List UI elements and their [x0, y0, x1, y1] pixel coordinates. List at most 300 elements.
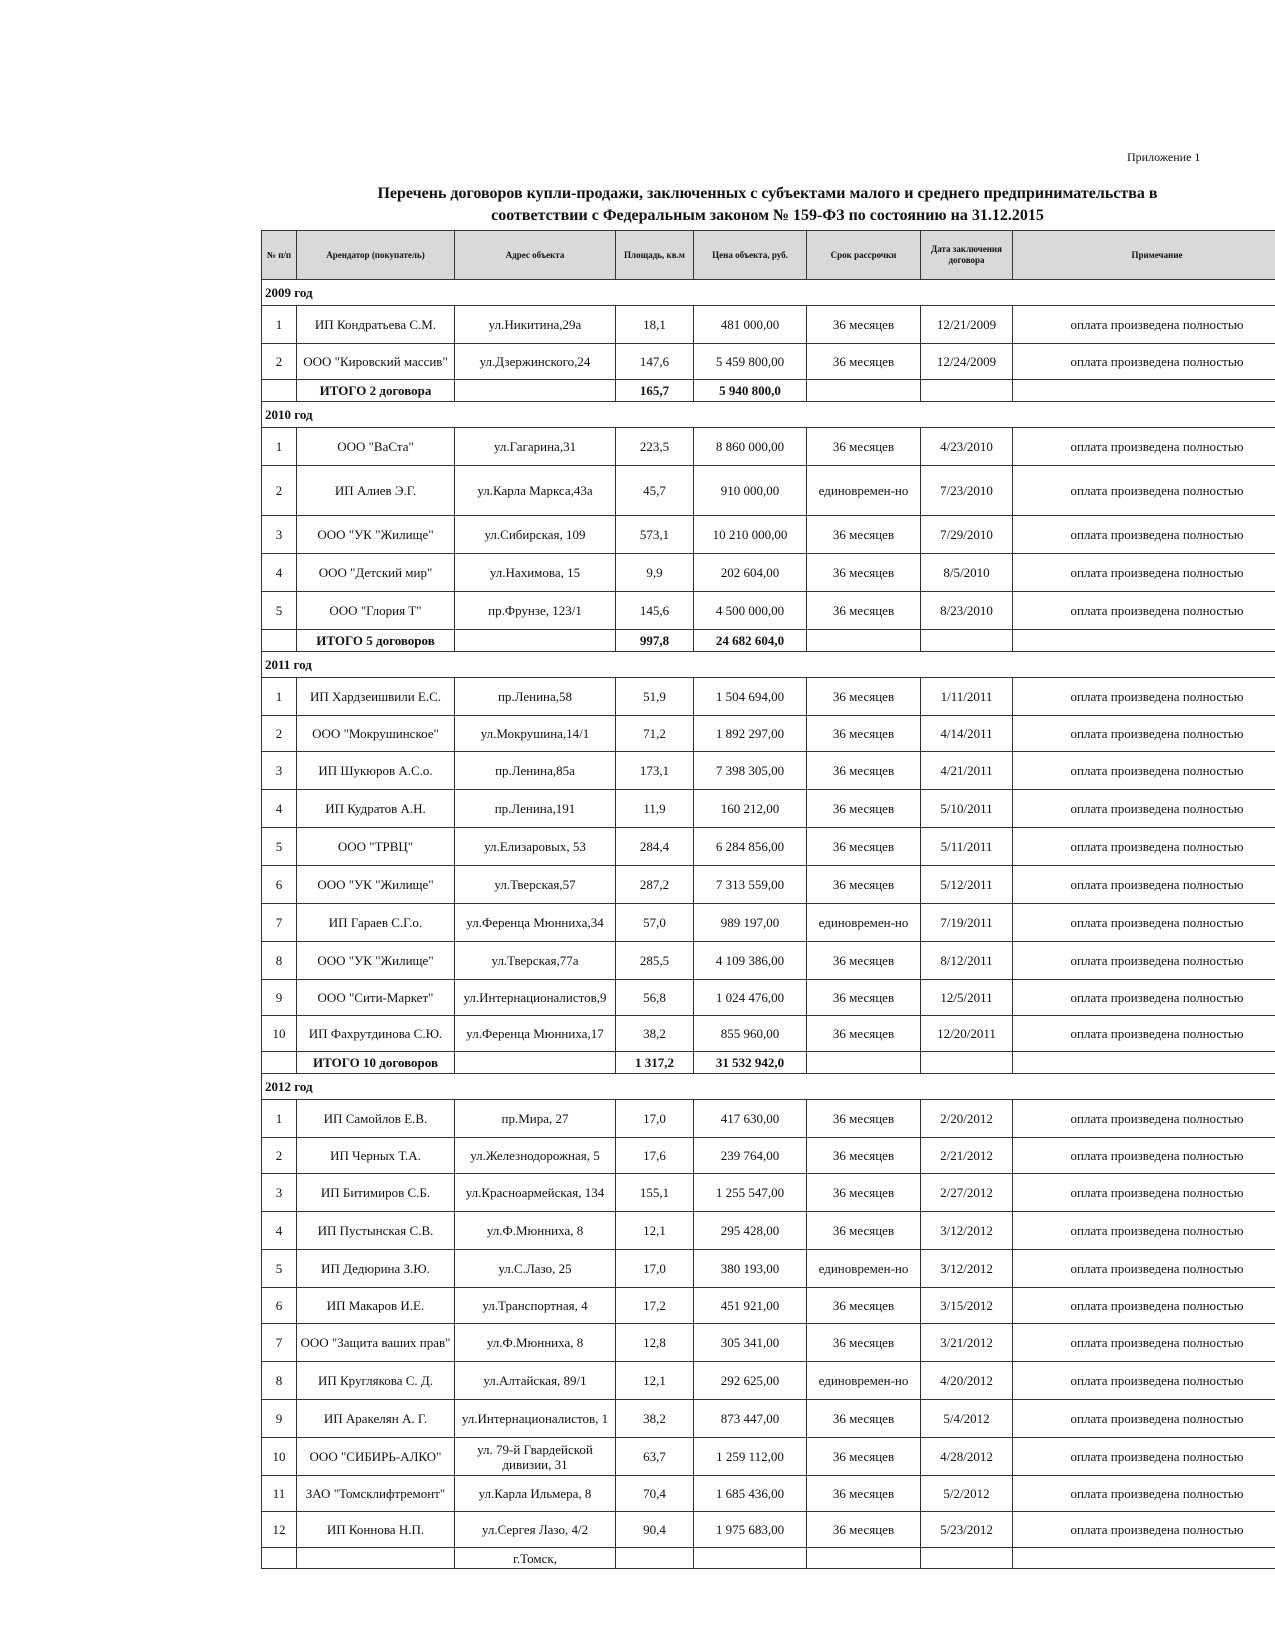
total-label: ИТОГО 5 договоров: [297, 630, 455, 652]
note: оплата произведена полностью: [1013, 752, 1275, 790]
contract-date: 1/11/2011: [921, 678, 1013, 716]
table-row: [262, 516, 1275, 554]
contract-date: 7/23/2010: [921, 466, 1013, 516]
tenant-name: ИП Фахрутдинова С.Ю.: [297, 1016, 455, 1052]
installment-term: 36 месяцев: [807, 678, 921, 716]
table-row: [262, 904, 1275, 942]
tenant-name: [297, 1548, 455, 1569]
year-section-row: [262, 402, 1275, 428]
total-row: [262, 630, 1275, 652]
tenant-name: ИП Шукюров А.С.о.: [297, 752, 455, 790]
area-sqm: 56,8: [616, 980, 694, 1016]
area-sqm: 17,0: [616, 1100, 694, 1138]
tenant-name: ИП Пустынская С.В.: [297, 1212, 455, 1250]
note: оплата произведена полностью: [1013, 942, 1275, 980]
row-number: 9: [262, 1400, 297, 1438]
installment-term: 36 месяцев: [807, 1512, 921, 1548]
contract-date: 12/20/2011: [921, 1016, 1013, 1052]
header-number: № п/п: [262, 231, 297, 280]
row-number: [262, 1548, 297, 1569]
installment-term: 36 месяцев: [807, 716, 921, 752]
object-price: 8 860 000,00: [694, 428, 807, 466]
object-price: 292 625,00: [694, 1362, 807, 1400]
note: оплата произведена полностью: [1013, 1512, 1275, 1548]
tenant-name: ИП Дедюрина З.Ю.: [297, 1250, 455, 1288]
tenant-name: ИП Аракелян А. Г.: [297, 1400, 455, 1438]
total-label: ИТОГО 2 договора: [297, 380, 455, 402]
note: оплата произведена полностью: [1013, 516, 1275, 554]
table-row: [262, 554, 1275, 592]
contract-date: 2/27/2012: [921, 1174, 1013, 1212]
note: оплата произведена полностью: [1013, 1438, 1275, 1476]
total-blank: [262, 630, 297, 652]
area-sqm: 38,2: [616, 1400, 694, 1438]
row-number: 3: [262, 516, 297, 554]
tenant-name: ООО "Защита ваших прав": [297, 1324, 455, 1362]
area-sqm: 147,6: [616, 344, 694, 380]
total-area: 1 317,2: [616, 1052, 694, 1074]
note: оплата произведена полностью: [1013, 1362, 1275, 1400]
title-line-2: соответствии с Федеральным законом № 159-ФЗ по состоянию на 31.12.2015: [491, 207, 1044, 224]
row-number: 11: [262, 1476, 297, 1512]
installment-term: 36 месяцев: [807, 1174, 921, 1212]
contract-date: 7/19/2011: [921, 904, 1013, 942]
note: оплата произведена полностью: [1013, 592, 1275, 630]
contract-date: 8/12/2011: [921, 942, 1013, 980]
row-number: 1: [262, 678, 297, 716]
object-price: 202 604,00: [694, 554, 807, 592]
note: оплата произведена полностью: [1013, 1174, 1275, 1212]
row-number: 12: [262, 1512, 297, 1548]
total-price: 24 682 604,0: [694, 630, 807, 652]
table-row: [262, 828, 1275, 866]
row-number: 1: [262, 428, 297, 466]
object-price: 7 398 305,00: [694, 752, 807, 790]
object-price: 481 000,00: [694, 306, 807, 344]
note: оплата произведена полностью: [1013, 1138, 1275, 1174]
contract-date: 5/12/2011: [921, 866, 1013, 904]
installment-term: 36 месяцев: [807, 752, 921, 790]
object-address: ул.Интернационалистов, 1: [455, 1400, 616, 1438]
tenant-name: ООО "Глория Т": [297, 592, 455, 630]
table-row: [262, 942, 1275, 980]
note: оплата произведена полностью: [1013, 428, 1275, 466]
contract-date: 8/5/2010: [921, 554, 1013, 592]
area-sqm: 12,8: [616, 1324, 694, 1362]
note: оплата произведена полностью: [1013, 1400, 1275, 1438]
area-sqm: 155,1: [616, 1174, 694, 1212]
object-price: 1 975 683,00: [694, 1512, 807, 1548]
object-price: 1 892 297,00: [694, 716, 807, 752]
object-address: ул.Алтайская, 89/1: [455, 1362, 616, 1400]
installment-term: 36 месяцев: [807, 1476, 921, 1512]
object-price: [694, 1548, 807, 1569]
note: оплата произведена полностью: [1013, 828, 1275, 866]
installment-term: 36 месяцев: [807, 344, 921, 380]
tenant-name: ООО "СИБИРЬ-АЛКО": [297, 1438, 455, 1476]
area-sqm: 70,4: [616, 1476, 694, 1512]
object-price: 7 313 559,00: [694, 866, 807, 904]
tenant-name: ООО "УК "Жилище": [297, 942, 455, 980]
object-price: 160 212,00: [694, 790, 807, 828]
table-row: [262, 1400, 1275, 1438]
installment-term: 36 месяцев: [807, 592, 921, 630]
installment-term: 36 месяцев: [807, 980, 921, 1016]
area-sqm: 57,0: [616, 904, 694, 942]
tenant-name: ИП Хардзеишвили Е.С.: [297, 678, 455, 716]
area-sqm: 17,6: [616, 1138, 694, 1174]
object-address: ул.Карла Маркса,43а: [455, 466, 616, 516]
total-blank: [455, 380, 616, 402]
object-price: 989 197,00: [694, 904, 807, 942]
contract-date: 4/28/2012: [921, 1438, 1013, 1476]
object-price: 295 428,00: [694, 1212, 807, 1250]
header-tenant: Арендатор (покупатель): [297, 231, 455, 280]
contract-date: 3/12/2012: [921, 1250, 1013, 1288]
table-row: [262, 1548, 1275, 1569]
object-address: ул.Сибирская, 109: [455, 516, 616, 554]
contract-date: 3/12/2012: [921, 1212, 1013, 1250]
installment-term: 36 месяцев: [807, 1138, 921, 1174]
object-address: ул.Елизаровых, 53: [455, 828, 616, 866]
object-address: пр.Мира, 27: [455, 1100, 616, 1138]
object-address: ул.Нахимова, 15: [455, 554, 616, 592]
installment-term: 36 месяцев: [807, 1288, 921, 1324]
object-address: ул.Ф.Мюнниха, 8: [455, 1324, 616, 1362]
total-blank: [1013, 380, 1275, 402]
area-sqm: 11,9: [616, 790, 694, 828]
area-sqm: [616, 1548, 694, 1569]
installment-term: [807, 1548, 921, 1569]
object-price: 5 459 800,00: [694, 344, 807, 380]
table-row: [262, 1476, 1275, 1512]
tenant-name: ООО "Детский мир": [297, 554, 455, 592]
table-row: [262, 716, 1275, 752]
object-address: пр.Фрунзе, 123/1: [455, 592, 616, 630]
total-blank: [262, 380, 297, 402]
year-label: 2009 год: [262, 280, 1275, 306]
contract-date: 12/5/2011: [921, 980, 1013, 1016]
tenant-name: ООО "УК "Жилище": [297, 866, 455, 904]
area-sqm: 145,6: [616, 592, 694, 630]
object-price: 1 255 547,00: [694, 1174, 807, 1212]
contract-date: 4/20/2012: [921, 1362, 1013, 1400]
object-address: ул.Карла Ильмера, 8: [455, 1476, 616, 1512]
contract-date: 3/15/2012: [921, 1288, 1013, 1324]
row-number: 8: [262, 942, 297, 980]
row-number: 9: [262, 980, 297, 1016]
contract-date: 4/14/2011: [921, 716, 1013, 752]
object-address: ул. 79-й Гвардейской дивизии, 31: [455, 1438, 616, 1476]
year-label: 2011 год: [262, 652, 1275, 678]
tenant-name: ИП Коннова Н.П.: [297, 1512, 455, 1548]
installment-term: единовремен-но: [807, 904, 921, 942]
contracts-table: [261, 230, 1275, 1569]
row-number: 6: [262, 1288, 297, 1324]
note: оплата произведена полностью: [1013, 466, 1275, 516]
installment-term: 36 месяцев: [807, 1212, 921, 1250]
table-row: [262, 1016, 1275, 1052]
object-price: 1 259 112,00: [694, 1438, 807, 1476]
year-section-row: [262, 1074, 1275, 1100]
area-sqm: 18,1: [616, 306, 694, 344]
total-blank: [807, 630, 921, 652]
table-row: [262, 344, 1275, 380]
table-row: [262, 1100, 1275, 1138]
area-sqm: 12,1: [616, 1362, 694, 1400]
object-price: 6 284 856,00: [694, 828, 807, 866]
total-blank: [1013, 1052, 1275, 1074]
contract-date: 2/21/2012: [921, 1138, 1013, 1174]
object-price: 305 341,00: [694, 1324, 807, 1362]
tenant-name: ИП Макаров И.Е.: [297, 1288, 455, 1324]
header-price: Цена объекта, руб.: [694, 231, 807, 280]
year-label: 2010 год: [262, 402, 1275, 428]
table-row: [262, 592, 1275, 630]
area-sqm: 17,0: [616, 1250, 694, 1288]
object-price: 4 109 386,00: [694, 942, 807, 980]
row-number: 3: [262, 752, 297, 790]
table-row: [262, 866, 1275, 904]
installment-term: 36 месяцев: [807, 554, 921, 592]
note: оплата произведена полностью: [1013, 716, 1275, 752]
table-body: [262, 280, 1275, 1569]
area-sqm: 17,2: [616, 1288, 694, 1324]
area-sqm: 90,4: [616, 1512, 694, 1548]
contract-date: 3/21/2012: [921, 1324, 1013, 1362]
object-price: 910 000,00: [694, 466, 807, 516]
total-row: [262, 380, 1275, 402]
installment-term: 36 месяцев: [807, 866, 921, 904]
object-address: пр.Ленина,58: [455, 678, 616, 716]
area-sqm: 63,7: [616, 1438, 694, 1476]
tenant-name: ИП Самойлов Е.В.: [297, 1100, 455, 1138]
contract-date: 5/4/2012: [921, 1400, 1013, 1438]
installment-term: 36 месяцев: [807, 428, 921, 466]
row-number: 7: [262, 1324, 297, 1362]
tenant-name: ООО "ТРВЦ": [297, 828, 455, 866]
row-number: 1: [262, 1100, 297, 1138]
table-row: [262, 980, 1275, 1016]
area-sqm: 38,2: [616, 1016, 694, 1052]
object-address: ул.Тверская,77а: [455, 942, 616, 980]
total-price: 31 532 942,0: [694, 1052, 807, 1074]
object-price: 239 764,00: [694, 1138, 807, 1174]
area-sqm: 284,4: [616, 828, 694, 866]
total-price: 5 940 800,0: [694, 380, 807, 402]
contract-date: 5/11/2011: [921, 828, 1013, 866]
note: оплата произведена полностью: [1013, 1212, 1275, 1250]
object-address: ул.Сергея Лазо, 4/2: [455, 1512, 616, 1548]
total-area: 165,7: [616, 380, 694, 402]
header-term: Срок рассрочки: [807, 231, 921, 280]
header-address: Адрес объекта: [455, 231, 616, 280]
object-price: 873 447,00: [694, 1400, 807, 1438]
total-blank: [807, 1052, 921, 1074]
object-address: ул.Ф.Мюнниха, 8: [455, 1212, 616, 1250]
note: оплата произведена полностью: [1013, 866, 1275, 904]
note: оплата произведена полностью: [1013, 1288, 1275, 1324]
title-line-1: Перечень договоров купли-продажи, заключенных с субъектами малого и среднего предпринимательства в: [377, 185, 1158, 202]
contract-date: 2/20/2012: [921, 1100, 1013, 1138]
note: оплата произведена полностью: [1013, 344, 1275, 380]
note: оплата произведена полностью: [1013, 980, 1275, 1016]
tenant-name: ЗАО "Томсклифтремонт": [297, 1476, 455, 1512]
object-address: ул.Интернационалистов,9: [455, 980, 616, 1016]
contract-date: 7/29/2010: [921, 516, 1013, 554]
note: [1013, 1548, 1275, 1569]
table-row: [262, 1512, 1275, 1548]
total-area: 997,8: [616, 630, 694, 652]
installment-term: 36 месяцев: [807, 516, 921, 554]
row-number: 2: [262, 466, 297, 516]
table-row: [262, 1138, 1275, 1174]
note: оплата произведена полностью: [1013, 1476, 1275, 1512]
object-price: 1 504 694,00: [694, 678, 807, 716]
object-price: 417 630,00: [694, 1100, 807, 1138]
object-address: ул.Дзержинского,24: [455, 344, 616, 380]
tenant-name: ИП Гараев С.Г.о.: [297, 904, 455, 942]
document-title: [260, 183, 1275, 227]
note: оплата произведена полностью: [1013, 1100, 1275, 1138]
object-address: г.Томск,: [455, 1548, 616, 1569]
area-sqm: 45,7: [616, 466, 694, 516]
object-price: 4 500 000,00: [694, 592, 807, 630]
contract-date: 12/24/2009: [921, 344, 1013, 380]
contract-date: 5/2/2012: [921, 1476, 1013, 1512]
row-number: 5: [262, 1250, 297, 1288]
installment-term: 36 месяцев: [807, 942, 921, 980]
total-blank: [455, 1052, 616, 1074]
area-sqm: 9,9: [616, 554, 694, 592]
object-address: пр.Ленина,191: [455, 790, 616, 828]
row-number: 4: [262, 1212, 297, 1250]
object-address: ул.С.Лазо, 25: [455, 1250, 616, 1288]
note: оплата произведена полностью: [1013, 1016, 1275, 1052]
table-row: [262, 306, 1275, 344]
table-row: [262, 790, 1275, 828]
contract-date: 8/23/2010: [921, 592, 1013, 630]
installment-term: 36 месяцев: [807, 790, 921, 828]
table-header-row: [262, 231, 1275, 280]
table-row: [262, 428, 1275, 466]
row-number: 7: [262, 904, 297, 942]
total-blank: [262, 1052, 297, 1074]
table-row: [262, 1438, 1275, 1476]
installment-term: 36 месяцев: [807, 1324, 921, 1362]
installment-term: 36 месяцев: [807, 1016, 921, 1052]
table-row: [262, 466, 1275, 516]
row-number: 10: [262, 1016, 297, 1052]
total-blank: [1013, 630, 1275, 652]
row-number: 5: [262, 828, 297, 866]
object-price: 1 024 476,00: [694, 980, 807, 1016]
row-number: 4: [262, 790, 297, 828]
row-number: 2: [262, 1138, 297, 1174]
area-sqm: 12,1: [616, 1212, 694, 1250]
object-address: ул.Никитина,29а: [455, 306, 616, 344]
tenant-name: ИП Кондратьева С.М.: [297, 306, 455, 344]
total-label: ИТОГО 10 договоров: [297, 1052, 455, 1074]
area-sqm: 173,1: [616, 752, 694, 790]
tenant-name: ИП Круглякова С. Д.: [297, 1362, 455, 1400]
installment-term: 36 месяцев: [807, 1438, 921, 1476]
year-section-row: [262, 280, 1275, 306]
tenant-name: ООО "ВаСта": [297, 428, 455, 466]
area-sqm: 51,9: [616, 678, 694, 716]
total-row: [262, 1052, 1275, 1074]
installment-term: 36 месяцев: [807, 306, 921, 344]
contract-date: 12/21/2009: [921, 306, 1013, 344]
object-address: ул.Ференца Мюнниха,34: [455, 904, 616, 942]
row-number: 1: [262, 306, 297, 344]
appendix-label: Приложение 1: [1127, 150, 1201, 164]
row-number: 6: [262, 866, 297, 904]
object-address: ул.Тверская,57: [455, 866, 616, 904]
table-row: [262, 1324, 1275, 1362]
note: оплата произведена полностью: [1013, 554, 1275, 592]
contract-date: 5/23/2012: [921, 1512, 1013, 1548]
installment-term: 36 месяцев: [807, 1100, 921, 1138]
tenant-name: ИП Черных Т.А.: [297, 1138, 455, 1174]
table-row: [262, 1174, 1275, 1212]
object-price: 380 193,00: [694, 1250, 807, 1288]
tenant-name: ООО "Кировский массив": [297, 344, 455, 380]
area-sqm: 285,5: [616, 942, 694, 980]
installment-term: 36 месяцев: [807, 1400, 921, 1438]
object-price: 10 210 000,00: [694, 516, 807, 554]
total-blank: [455, 630, 616, 652]
table-row: [262, 1288, 1275, 1324]
note: оплата произведена полностью: [1013, 904, 1275, 942]
installment-term: единовремен-но: [807, 1250, 921, 1288]
object-address: ул.Железнодорожная, 5: [455, 1138, 616, 1174]
header-date: Дата заключения договора: [921, 231, 1013, 280]
object-price: 451 921,00: [694, 1288, 807, 1324]
table-row: [262, 1212, 1275, 1250]
area-sqm: 71,2: [616, 716, 694, 752]
row-number: 8: [262, 1362, 297, 1400]
tenant-name: ООО "Мокрушинское": [297, 716, 455, 752]
row-number: 2: [262, 716, 297, 752]
area-sqm: 223,5: [616, 428, 694, 466]
note: оплата произведена полностью: [1013, 306, 1275, 344]
table-row: [262, 678, 1275, 716]
row-number: 2: [262, 344, 297, 380]
area-sqm: 573,1: [616, 516, 694, 554]
area-sqm: 287,2: [616, 866, 694, 904]
tenant-name: ООО "Сити-Маркет": [297, 980, 455, 1016]
note: оплата произведена полностью: [1013, 1324, 1275, 1362]
row-number: 3: [262, 1174, 297, 1212]
row-number: 10: [262, 1438, 297, 1476]
row-number: 4: [262, 554, 297, 592]
total-blank: [921, 630, 1013, 652]
installment-term: единовремен-но: [807, 1362, 921, 1400]
total-blank: [807, 380, 921, 402]
object-address: пр.Ленина,85а: [455, 752, 616, 790]
contract-date: 5/10/2011: [921, 790, 1013, 828]
contract-date: 4/21/2011: [921, 752, 1013, 790]
object-address: ул.Гагарина,31: [455, 428, 616, 466]
table-row: [262, 752, 1275, 790]
tenant-name: ИП Кудратов А.Н.: [297, 790, 455, 828]
tenant-name: ИП Алиев Э.Г.: [297, 466, 455, 516]
object-address: ул.Красноармейская, 134: [455, 1174, 616, 1212]
total-blank: [921, 380, 1013, 402]
object-price: 855 960,00: [694, 1016, 807, 1052]
note: оплата произведена полностью: [1013, 678, 1275, 716]
